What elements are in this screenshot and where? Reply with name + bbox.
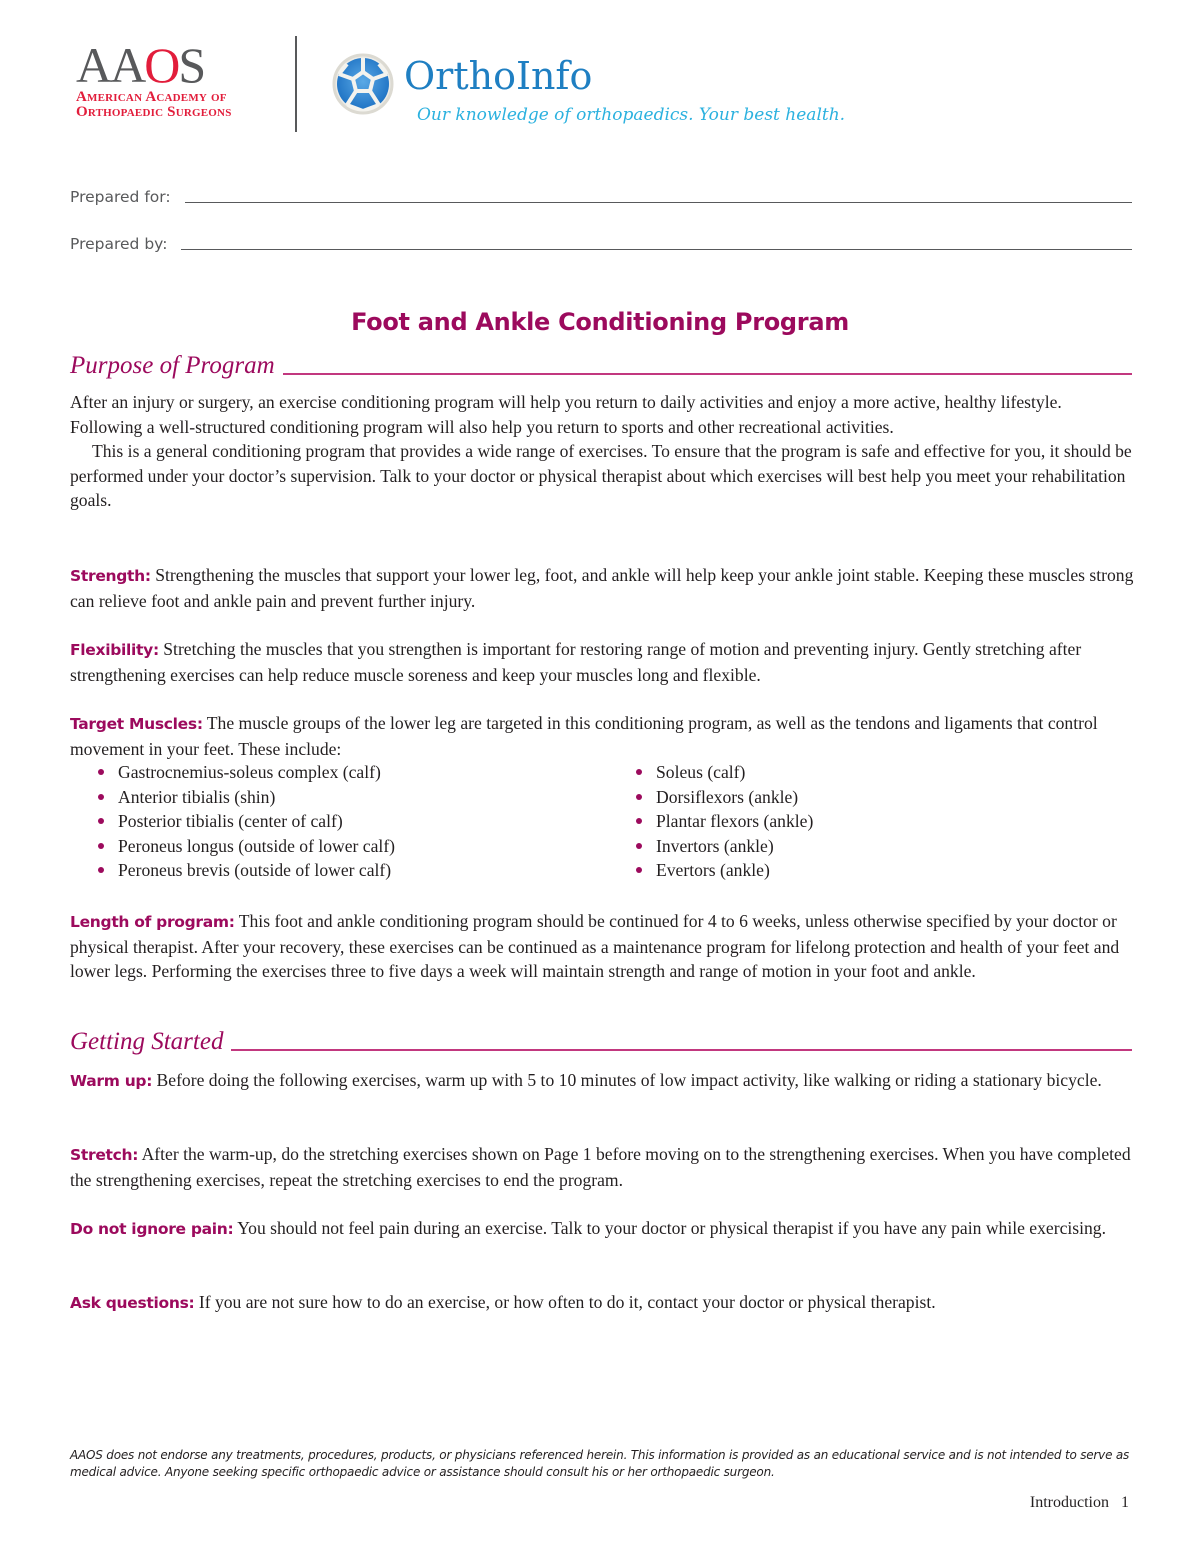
bullet-icon	[98, 794, 104, 800]
warm-up-paragraph: Warm up: Before doing the following exercises, warm up with 5 to 10 minutes of low impact activity, like walking or riding a stationary bicycle.	[70, 1070, 1102, 1090]
orthoinfo-sphere-icon	[330, 52, 396, 116]
prepared-for-row	[70, 182, 1132, 206]
list-item: Invertors (ankle)	[634, 834, 813, 859]
section-heading-purpose: Purpose of Program	[70, 352, 1132, 380]
page-title: Foot and Ankle Conditioning Program	[351, 308, 849, 336]
muscles-list-right	[634, 760, 813, 883]
section-heading-getting-started: Getting Started	[70, 1028, 1132, 1056]
section-rule	[283, 373, 1132, 375]
orthoinfo-title: OrthoInfo	[404, 54, 593, 98]
target-muscles-list	[96, 760, 1096, 883]
muscles-list-left	[96, 760, 634, 883]
purpose-paragraph-1: After an injury or surgery, an exercise conditioning program will help you return to daily activities and enjoy a more active, healthy lifestyle. Following a well-structured conditioning program will also help you return to sports and other recreational activities.	[70, 392, 1062, 437]
bullet-icon	[98, 867, 104, 873]
strength-paragraph: Strength: Strengthening the muscles that support your lower leg, foot, and ankle will help keep your ankle joint stable. Keeping these muscles strong can relieve foot and ankle pain and prevent further injury.	[70, 565, 1134, 611]
header-divider	[295, 36, 297, 132]
bullet-icon	[98, 818, 104, 824]
bullet-icon	[98, 843, 104, 849]
pain-paragraph: Do not ignore pain: You should not feel pain during an exercise. Talk to your doctor or physical therapist if you have any pain while exercising.	[70, 1218, 1107, 1238]
prepared-by-field[interactable]	[181, 248, 1132, 250]
page-footer	[1030, 1494, 1129, 1512]
bullet-icon	[636, 818, 642, 824]
list-item: Peroneus longus (outside of lower calf)	[96, 834, 634, 859]
flexibility-paragraph: Flexibility: Stretching the muscles that you strengthen is important for restoring range of motion and preventing injury. Gently stretching after strengthening exercises can help reduce muscle soreness and keep your muscles long and flexible.	[70, 639, 1082, 685]
list-item: Posterior tibialis (center of calf)	[96, 809, 634, 834]
prepared-by-label: Prepared by:	[70, 235, 168, 253]
length-of-program-paragraph: Length of program: This foot and ankle conditioning program should be continued for 4 to 6 weeks, unless otherwise specified by your doctor or physical therapist. After your recovery, these exercises can be continued as a maintenance program for lifelong protection and health of your feet and lower legs. Performing the exercises three to five days a week will maintain strength and range of motion in your foot and ankle.	[70, 911, 1120, 982]
target-muscles-label: Target Muscles:	[70, 715, 203, 733]
bullet-icon	[636, 843, 642, 849]
bullet-icon	[636, 769, 642, 775]
stretch-paragraph: Stretch: After the warm-up, do the stretching exercises shown on Page 1 before moving on to the strengthening exercises. When you have completed the strengthening exercises, repeat the stretching exercises to end the program.	[70, 1144, 1131, 1190]
aaos-org-name-line1: American Academy of	[76, 89, 227, 105]
length-of-program-label: Length of program:	[70, 913, 235, 931]
aaos-wordmark: AAOS	[76, 37, 205, 93]
purpose-intro	[70, 390, 1135, 513]
bullet-icon	[636, 867, 642, 873]
list-item: Anterior tibialis (shin)	[96, 785, 634, 810]
prepared-for-label: Prepared for:	[70, 188, 171, 206]
stretch-label: Stretch:	[70, 1146, 139, 1164]
strength-label: Strength:	[70, 567, 151, 585]
list-item: Plantar flexors (ankle)	[634, 809, 813, 834]
pain-label: Do not ignore pain:	[70, 1220, 234, 1238]
list-item: Evertors (ankle)	[634, 858, 813, 883]
warm-up-label: Warm up:	[70, 1072, 153, 1090]
list-item: Soleus (calf)	[634, 760, 813, 785]
aaos-org-name-line2: Orthopaedic Surgeons	[76, 104, 232, 120]
section-rule	[231, 1049, 1132, 1051]
list-item: Gastrocnemius-soleus complex (calf)	[96, 760, 634, 785]
flexibility-label: Flexibility:	[70, 641, 159, 659]
purpose-paragraph-2: This is a general conditioning program that provides a wide range of exercises. To ensure that the program is safe and effective for you, it should be performed under your doctor’s supervision. Talk to your doctor or physical therapist about which exercises will best help you meet your rehabilitation goals.	[70, 441, 1132, 511]
footer-section-name: Introduction	[1029, 1494, 1109, 1511]
list-item: Dorsiflexors (ankle)	[634, 785, 813, 810]
bullet-icon	[98, 769, 104, 775]
list-item: Peroneus brevis (outside of lower calf)	[96, 858, 634, 883]
disclaimer: AAOS does not endorse any treatments, procedures, products, or physicians referenced herein. This information is provided as an educational service and is not intended to serve as medical advice. Anyone seeking specific orthopaedic advice or assistance should consult his or her orthopaedic surgeon.	[70, 1448, 1130, 1479]
prepared-by-row	[70, 229, 1132, 253]
questions-label: Ask questions:	[70, 1294, 195, 1312]
questions-paragraph: Ask questions: If you are not sure how to do an exercise, or how often to do it, contact your doctor or physical therapist.	[70, 1292, 936, 1312]
page-number: 1	[1121, 1494, 1129, 1511]
orthoinfo-tagline: Our knowledge of orthopaedics. Your best health.	[417, 105, 846, 125]
target-muscles-paragraph: Target Muscles: The muscle groups of the lower leg are targeted in this conditioning program, as well as the tendons and ligaments that control movement in your feet. These include:	[70, 713, 1098, 759]
aaos-logo	[76, 37, 276, 120]
bullet-icon	[636, 794, 642, 800]
prepared-for-field[interactable]	[185, 201, 1132, 203]
